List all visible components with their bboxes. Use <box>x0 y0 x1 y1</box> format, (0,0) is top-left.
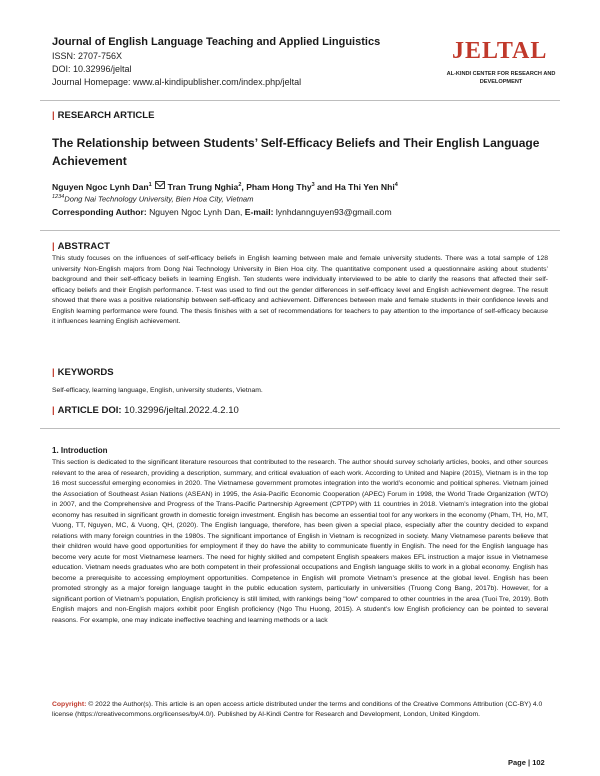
corresponding-author: Corresponding Author: Nguyen Ngoc Lynh Dan, E-mail: lynhdannguyen93@gmail.com <box>52 207 392 217</box>
intro-heading: 1. Introduction <box>52 446 108 455</box>
section-bar-icon: | <box>52 367 55 378</box>
section-bar-icon: | <box>52 405 55 416</box>
author-list: Nguyen Ngoc Lynh Dan$^1$ Tran Trung Nghia$^2$, Pham Hong Thy$^3$ and Ha Thi Yen Nhi$^4$ <box>52 182 398 192</box>
author-4: Ha Thi Yen Nhi <box>334 182 395 192</box>
author-3: Pham Hong Thy <box>246 182 312 192</box>
article-title: The Relationship between Students’ Self-Efficacy Beliefs and Their English Language Achievement <box>52 136 540 168</box>
journal-title: Journal of English Language Teaching and Applied Linguistics <box>52 36 381 48</box>
section-bar-icon: | <box>52 110 55 121</box>
intro-divider <box>40 428 560 429</box>
journal-homepage[interactable]: Journal Homepage: www.al-kindipublisher.com/index.php/jeltal <box>52 77 302 87</box>
journal-doi: DOI: 10.32996/jeltal <box>52 64 132 74</box>
affiliation: $^{1234}$Dong Nai Technology University, Bien Hoa City, Vietnam <box>52 194 254 204</box>
author-email[interactable]: lynhdannguyen93@gmail.com <box>275 207 392 217</box>
author-2: Tran Trung Nghia <box>167 182 239 192</box>
article-doi-link[interactable]: 10.32996/jeltal.2022.4.2.10 <box>124 405 239 416</box>
article-type: | RESEARCH ARTICLE <box>52 110 155 121</box>
issn: ISSN: 2707-756X <box>52 51 123 61</box>
intro-text: This section is dedicated to the significant literature resources that contributed to the research. The author should survey scholarly articles, books, and other sources relevant to the area of research, providing a description, summary, and critical evaluation of each work. According to United and Napire (2015), Vietnam is in the top 16 most successful emerging economies in 2020. The Vietnamese government promotes integration into the world’s economic and political spheres. Vietnam joined the Association of Southeast Asian Nations (ASEAN) in 1995, the Asia-Pacific Economic Cooperation (APEC) Forum in 1998, the World Trade Organization (WTO) in 2007, and the Comprehensive and Progress of the Trans-Pacific Partnership Agreement (CPTPP) with 11 countries in 2018. Vietnam’s integration into the global economy has resulted in significant growth in domestic foreign investment. English has become an essential tool for any workers in the economy (Pham, TH, Ho, MT, Vuong, TT, Nguyen, MC, & Vuong, QH, (2020). The English language, therefore, has been given a special place, especially after the country decided to expand relations with many foreign countries in the 1980s. The significant importance of English in Vietnam is recognized in society. Many Vietnamese parents believe that their children would have good opportunities for employment if they do have the ability to communicate fluently in English. The need for the English language has become very acute for most Vietnamese learners. The need for highly skilled and competent English speakers makes EFL instruction a major issue in Vietnamese education. Vietnam needs graduates who are both competent in their professional occupations and English language skills to work in a global economy. English has become a prerequisite to accessing employment opportunities. Competence in English will promote Vietnam’s presence at the global level. English has been promoted strongly as a major foreign language taught in the public education system, particularly in universities (Truong Cong Bang, 2017b). However, for a significant portion of Vietnam’s population, English proficiency is still limited, with rankings being "low" compared to other countries in the area (Tuoi Tre, 2019). Both English majors and non-English majors exhibit poor English proficiency (Ngo Thu Huong, 2015). A student’s low English proficiency can be pointed to several reasons. For example, one may indicate ineffective teaching and learning methods or a lack <box>52 459 548 624</box>
section-bar-icon: | <box>52 241 55 252</box>
page-number: Page | 102 <box>508 758 545 767</box>
journal-logo: JELTAL <box>452 38 548 64</box>
logo-subtitle: AL-KINDI CENTER FOR RESEARCH AND DEVELOPMENT <box>446 71 556 85</box>
keywords-text: Self-efficacy, learning language, English, university students, Vietnam. <box>52 387 263 394</box>
author-1: Nguyen Ngoc Lynh Dan <box>52 182 149 192</box>
article-doi: | ARTICLE DOI: 10.32996/jeltal.2022.4.2.10 <box>52 405 239 416</box>
mail-icon[interactable] <box>155 181 165 189</box>
abstract-divider <box>40 230 560 231</box>
header-divider <box>40 100 560 101</box>
abstract-heading: | ABSTRACT <box>52 241 110 252</box>
abstract-text: This study focuses on the influences of self-efficacy beliefs in English learning between male and female university students. There was a total sample of 128 university Non-English majors from Dong Nai Technology University in Bien Hoa city. The quantitative component used a questionnaire asking about students’ background and their self-efficacy beliefs in learning English. Ten students were individually interviewed to be able to clarify the reasons that affected their self-efficacy beliefs and their English performance. T-test was used to find out the gender differences in self-efficacy level and English achievement degree. The result showed that there was a positive relationship between self-efficacy and achievement. Differences between male and female students in their confidence levels and English learning performance were found. The thesis finishes with a set of recommendations for teachers to pay attention to the importance of self-efficacy because it influences learning English achievement. <box>52 255 548 325</box>
copyright-notice: Copyright: © 2022 the Author(s). This article is an open access article distributed under the terms and conditions of the Creative Commons Attribution (CC-BY) 4.0 license (https://creativecommons.org/licenses/by/4.0/). Published by Al-Kindi Centre for Research and Development, London, United Kingdom. <box>52 701 543 718</box>
keywords-heading: | KEYWORDS <box>52 367 114 378</box>
